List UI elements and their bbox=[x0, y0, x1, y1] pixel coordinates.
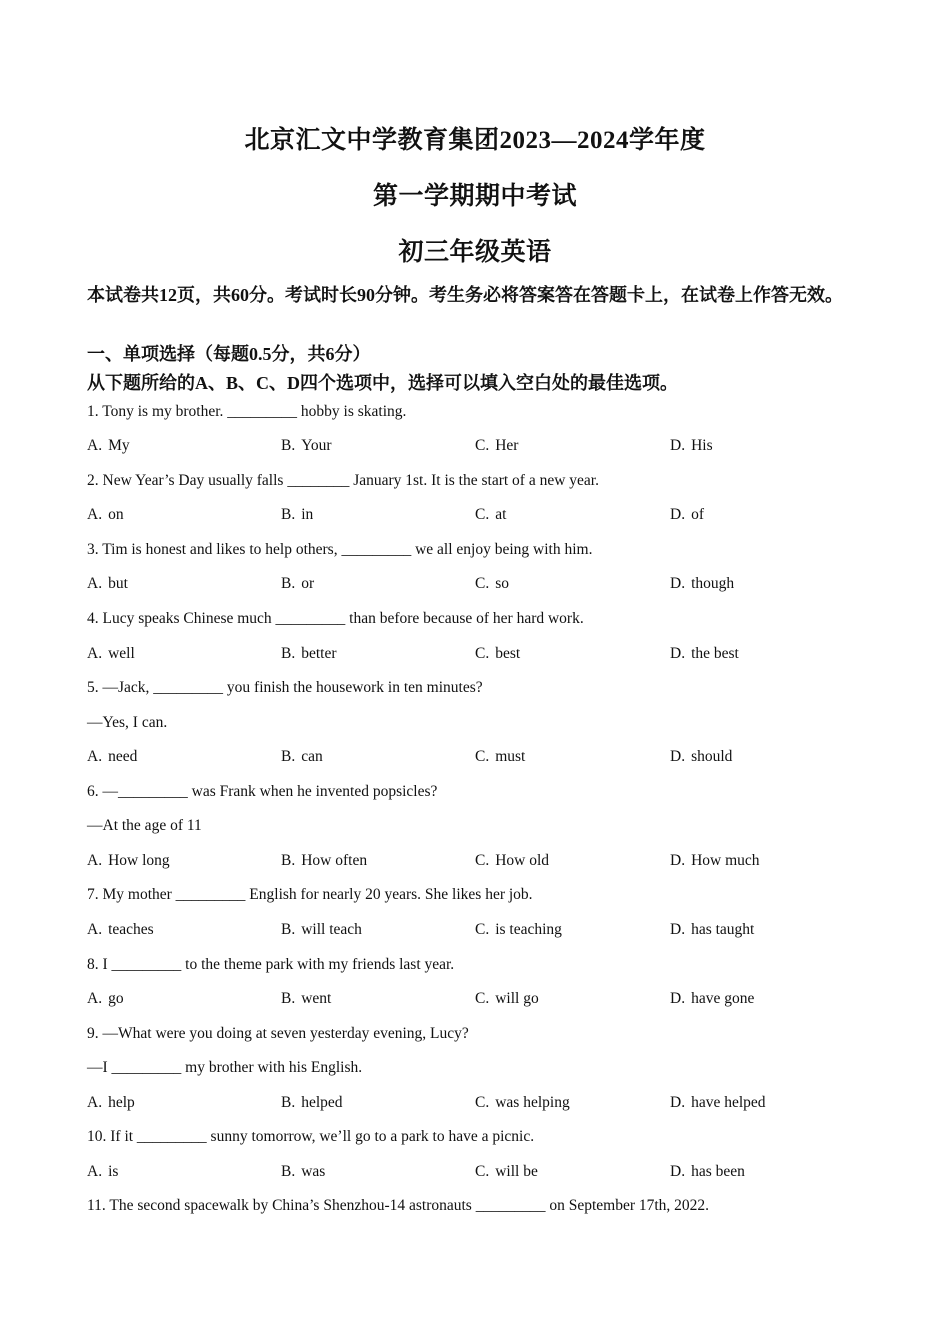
question-stem: 1. Tony is my brother. _________ hobby is skating. bbox=[87, 403, 407, 420]
option-text: at bbox=[495, 506, 507, 523]
option-text: or bbox=[301, 575, 315, 592]
option-b bbox=[281, 644, 337, 664]
option-a bbox=[87, 436, 130, 456]
option-text: though bbox=[691, 575, 735, 592]
option-text: must bbox=[495, 748, 526, 765]
options-row bbox=[87, 851, 867, 871]
option-d bbox=[670, 505, 704, 525]
option-c bbox=[475, 989, 539, 1009]
option-text: helped bbox=[301, 1094, 343, 1111]
option-d bbox=[670, 574, 734, 594]
option-b bbox=[281, 1093, 343, 1113]
option-letter: A. bbox=[87, 506, 103, 523]
option-letter: D. bbox=[670, 852, 686, 869]
option-d bbox=[670, 436, 713, 456]
option-text: need bbox=[108, 748, 138, 765]
option-d bbox=[670, 851, 760, 871]
question-stem: 9. —What were you doing at seven yesterday evening, Lucy? bbox=[87, 1025, 469, 1042]
options-row bbox=[87, 747, 867, 767]
option-letter: B. bbox=[281, 1094, 296, 1111]
option-text: How much bbox=[691, 852, 760, 869]
options-row bbox=[87, 644, 867, 664]
option-letter: C. bbox=[475, 506, 490, 523]
option-letter: A. bbox=[87, 852, 103, 869]
question-stem: 11. The second spacewalk by China’s Shenzhou-14 astronauts _________ on September 17th, 2022. bbox=[87, 1197, 710, 1214]
option-text: My bbox=[108, 437, 130, 454]
options-row bbox=[87, 505, 867, 525]
option-letter: D. bbox=[670, 990, 686, 1007]
option-letter: C. bbox=[475, 748, 490, 765]
exam-title-subject: 初三年级英语 bbox=[398, 239, 552, 266]
option-letter: D. bbox=[670, 1094, 686, 1111]
option-b bbox=[281, 920, 362, 940]
option-letter: B. bbox=[281, 921, 296, 938]
option-b bbox=[281, 574, 314, 594]
option-letter: C. bbox=[475, 852, 490, 869]
option-a bbox=[87, 747, 137, 767]
option-d bbox=[670, 1093, 766, 1113]
option-text: have gone bbox=[691, 990, 755, 1007]
option-letter: A. bbox=[87, 990, 103, 1007]
option-letter: C. bbox=[475, 921, 490, 938]
option-text: can bbox=[301, 748, 323, 765]
option-c bbox=[475, 644, 520, 664]
option-letter: B. bbox=[281, 506, 296, 523]
option-letter: A. bbox=[87, 1163, 103, 1180]
options-row bbox=[87, 989, 867, 1009]
option-c bbox=[475, 920, 562, 940]
option-text: will teach bbox=[301, 921, 362, 938]
question-stem: 3. Tim is honest and likes to help others, _________ we all enjoy being with him. bbox=[87, 541, 593, 558]
option-d bbox=[670, 989, 754, 1009]
option-text: will go bbox=[495, 990, 539, 1007]
question-stem: 5. —Jack, _________ you finish the housework in ten minutes? bbox=[87, 679, 483, 696]
option-letter: D. bbox=[670, 575, 686, 592]
option-letter: B. bbox=[281, 852, 296, 869]
option-letter: B. bbox=[281, 748, 296, 765]
option-letter: D. bbox=[670, 437, 686, 454]
option-text: will be bbox=[495, 1163, 538, 1180]
option-text: well bbox=[108, 645, 135, 662]
question-reply: —At the age of 11 bbox=[87, 817, 202, 834]
option-b bbox=[281, 989, 331, 1009]
option-text: go bbox=[108, 990, 124, 1007]
exam-instructions: 本试卷共12页，共60分。考试时长90分钟。考生务必将答案答在答题卡上，在试卷上作答无效。 bbox=[87, 285, 843, 305]
option-letter: B. bbox=[281, 1163, 296, 1180]
option-letter: A. bbox=[87, 748, 103, 765]
option-a bbox=[87, 644, 135, 664]
option-text: so bbox=[495, 575, 510, 592]
option-text: How often bbox=[301, 852, 368, 869]
option-c bbox=[475, 505, 506, 525]
option-letter: D. bbox=[670, 645, 686, 662]
option-text: Your bbox=[301, 437, 332, 454]
option-text: help bbox=[108, 1094, 135, 1111]
question-stem: 2. New Year’s Day usually falls ________ January 1st. It is the start of a new year. bbox=[87, 472, 599, 489]
option-letter: B. bbox=[281, 990, 296, 1007]
option-c bbox=[475, 747, 525, 767]
option-text: has been bbox=[691, 1163, 745, 1180]
option-letter: C. bbox=[475, 437, 490, 454]
option-text: but bbox=[108, 575, 128, 592]
option-text: was bbox=[301, 1163, 326, 1180]
options-row bbox=[87, 1093, 867, 1113]
question-stem: 10. If it _________ sunny tomorrow, we’ll go to a park to have a picnic. bbox=[87, 1128, 535, 1145]
option-text: best bbox=[495, 645, 521, 662]
option-text: should bbox=[691, 748, 733, 765]
option-text: have helped bbox=[691, 1094, 766, 1111]
exam-title-term: 第一学期期中考试 bbox=[372, 183, 577, 210]
exam-title-school: 北京汇文中学教育集团2023—2024学年度 bbox=[244, 127, 706, 154]
option-letter: C. bbox=[475, 645, 490, 662]
option-letter: B. bbox=[281, 437, 296, 454]
option-text: has taught bbox=[691, 921, 755, 938]
option-a bbox=[87, 851, 170, 871]
option-a bbox=[87, 574, 128, 594]
option-a bbox=[87, 505, 124, 525]
option-text: is teaching bbox=[495, 921, 562, 938]
option-c bbox=[475, 851, 549, 871]
option-c bbox=[475, 1162, 538, 1182]
question-stem: 4. Lucy speaks Chinese much _________ than before because of her hard work. bbox=[87, 610, 584, 627]
option-letter: C. bbox=[475, 575, 490, 592]
option-letter: D. bbox=[670, 921, 686, 938]
option-text: is bbox=[108, 1163, 119, 1180]
option-text: of bbox=[691, 506, 704, 523]
question-stem: 8. I _________ to the theme park with my friends last year. bbox=[87, 956, 455, 973]
option-text: better bbox=[301, 645, 337, 662]
option-letter: C. bbox=[475, 1094, 490, 1111]
option-a bbox=[87, 989, 124, 1009]
option-b bbox=[281, 436, 332, 456]
option-a bbox=[87, 1162, 118, 1182]
option-b bbox=[281, 851, 367, 871]
option-letter: D. bbox=[670, 748, 686, 765]
option-d bbox=[670, 644, 739, 664]
question-reply: —Yes, I can. bbox=[87, 714, 168, 731]
option-b bbox=[281, 747, 323, 767]
option-letter: D. bbox=[670, 506, 686, 523]
option-letter: B. bbox=[281, 645, 296, 662]
option-letter: A. bbox=[87, 1094, 103, 1111]
option-text: the best bbox=[691, 645, 739, 662]
option-text: on bbox=[108, 506, 124, 523]
option-d bbox=[670, 747, 732, 767]
option-text: How long bbox=[108, 852, 170, 869]
question-stem: 7. My mother _________ English for nearly 20 years. She likes her job. bbox=[87, 886, 533, 903]
option-d bbox=[670, 1162, 745, 1182]
section-heading: 一、单项选择（每题0.5分，共6分） bbox=[87, 344, 371, 364]
option-letter: D. bbox=[670, 1163, 686, 1180]
option-text: was helping bbox=[495, 1094, 570, 1111]
option-letter: A. bbox=[87, 645, 103, 662]
options-row bbox=[87, 436, 867, 456]
options-row bbox=[87, 1162, 867, 1182]
option-letter: A. bbox=[87, 437, 103, 454]
option-letter: B. bbox=[281, 575, 296, 592]
option-b bbox=[281, 1162, 325, 1182]
option-b bbox=[281, 505, 313, 525]
option-letter: A. bbox=[87, 921, 103, 938]
option-text: How old bbox=[495, 852, 550, 869]
option-c bbox=[475, 436, 518, 456]
section-instruction: 从下题所给的A、B、C、D四个选项中，选择可以填入空白处的最佳选项。 bbox=[87, 373, 678, 393]
option-a bbox=[87, 920, 154, 940]
option-a bbox=[87, 1093, 135, 1113]
question-reply: —I _________ my brother with his English. bbox=[87, 1059, 363, 1076]
option-d bbox=[670, 920, 754, 940]
option-text: went bbox=[301, 990, 332, 1007]
option-text: in bbox=[301, 506, 314, 523]
option-letter: A. bbox=[87, 575, 103, 592]
option-c bbox=[475, 1093, 570, 1113]
option-letter: C. bbox=[475, 1163, 490, 1180]
question-stem: 6. —_________ was Frank when he invented popsicles? bbox=[87, 783, 438, 800]
option-text: teaches bbox=[108, 921, 154, 938]
options-row bbox=[87, 920, 867, 940]
option-text: Her bbox=[495, 437, 519, 454]
option-letter: C. bbox=[475, 990, 490, 1007]
option-c bbox=[475, 574, 509, 594]
options-row bbox=[87, 574, 867, 594]
option-text: His bbox=[691, 437, 713, 454]
